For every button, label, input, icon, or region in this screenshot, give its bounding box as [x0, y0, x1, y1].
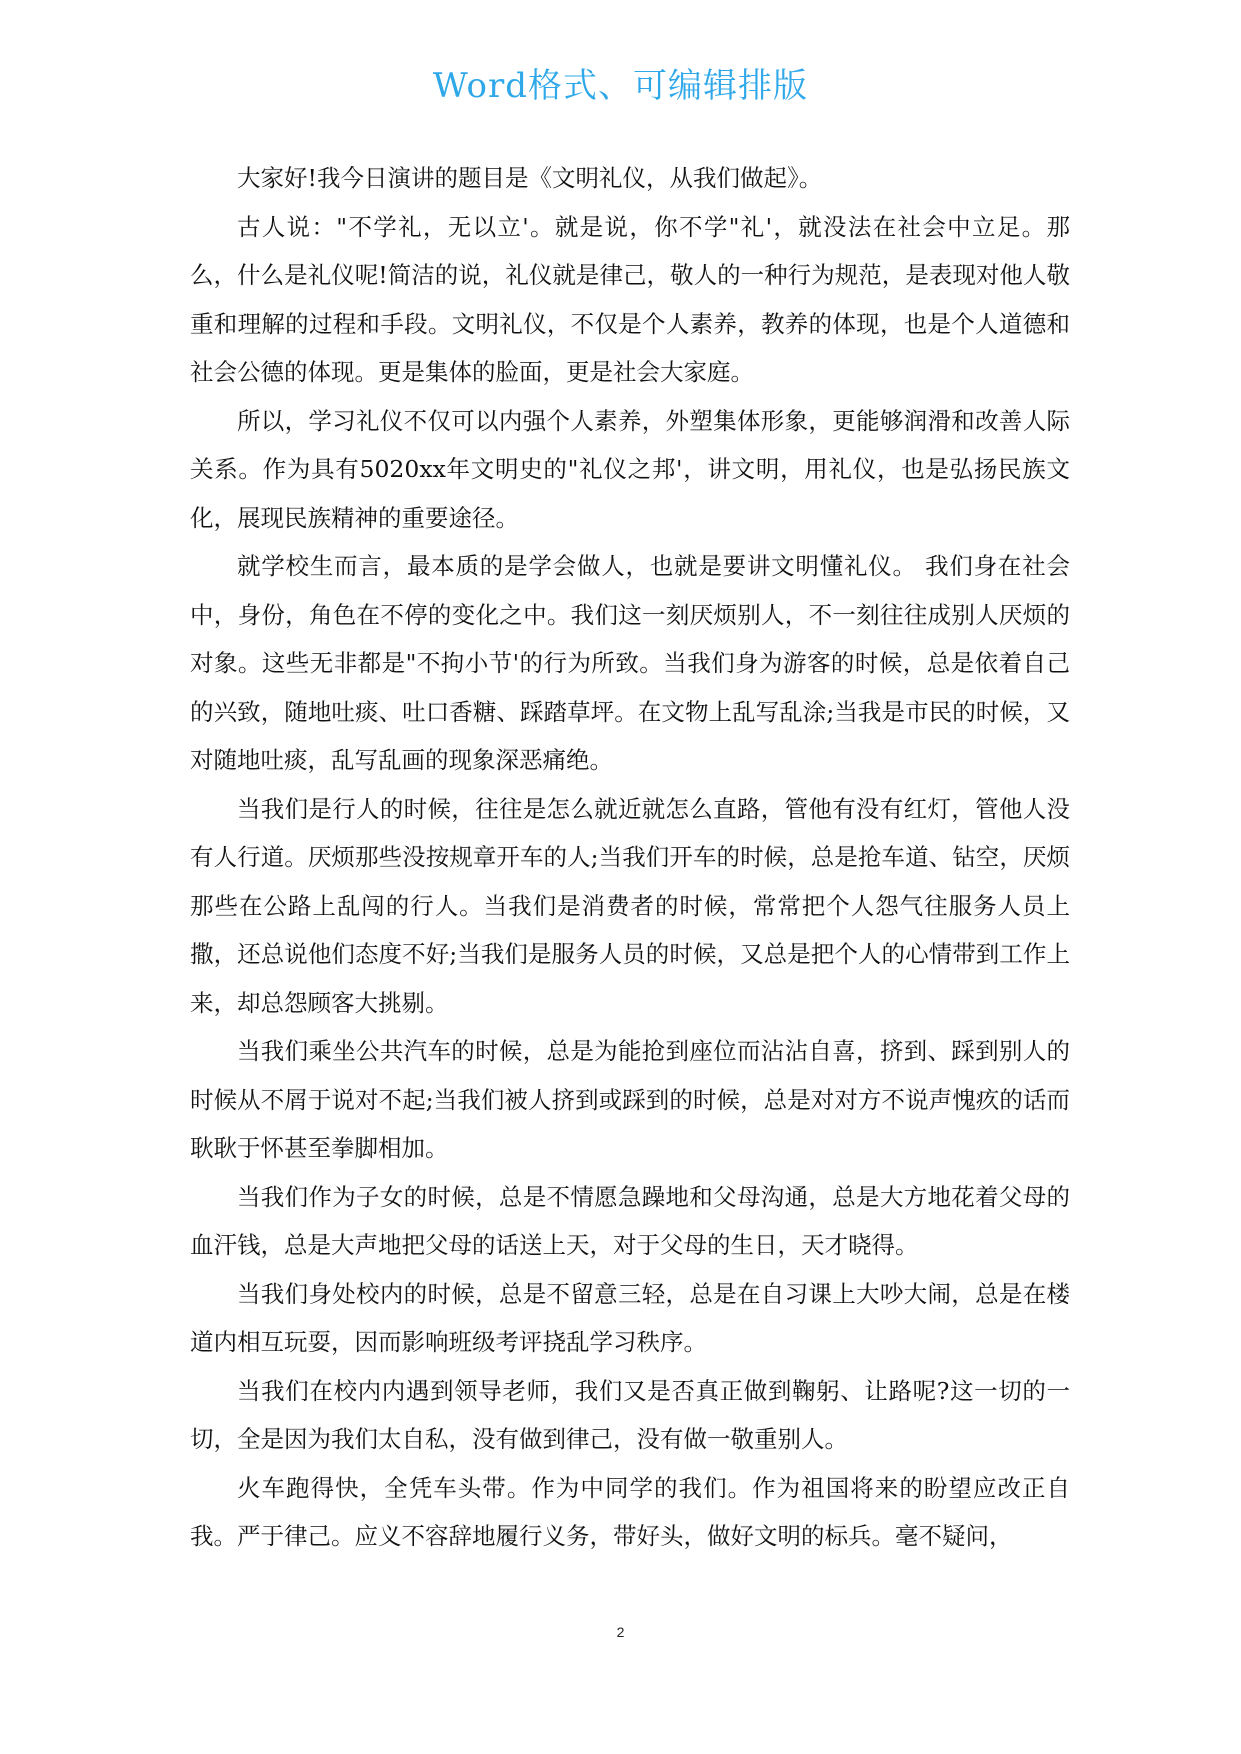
paragraph-10: 火车跑得快，全凭车头带。作为中同学的我们。作为祖国将来的盼望应改正自我。严于律己。应义不容辞地履行义务，带好头，做好文明的标兵。毫不疑问， — [190, 1473, 1070, 1550]
document-body — [190, 154, 1070, 1561]
document-header-title: Word格式、可编辑排版 — [432, 66, 809, 106]
paragraph-8: 当我们身处校内的时候，总是不留意三轻，总是在自习课上大吵大闹，总是在楼道内相互玩耍，因而影响班级考评挠乱学习秩序。 — [190, 1279, 1070, 1356]
paragraph-9: 当我们在校内内遇到领导老师，我们又是否真正做到鞠躬、让路呢?这一切的一切，全是因为我们太自私，没有做到律己，没有做一敬重别人。 — [190, 1376, 1070, 1453]
paragraph-4: 就学校生而言，最本质的是学会做人，也就是要讲文明懂礼仪。 我们身在社会中，身份，角色在不停的变化之中。我们这一刻厌烦别人，不一刻往往成别人厌烦的对象。这些无非都是"不拘小节'的行为所致。当我们身为游客的时候，总是依着自己的兴致，随地吐痰、吐口香糖、踩踏草坪。在文物上乱写乱涂;当我是市民的时候，又对随地吐痰，乱写乱画的现象深恶痛绝。 — [190, 552, 1070, 774]
paragraph-6: 当我们乘坐公共汽车的时候，总是为能抢到座位而沾沾自喜，挤到、踩到别人的时候从不屑于说对不起;当我们被人挤到或踩到的时候，总是对对方不说声愧疚的话而耿耿于怀甚至拳脚相加。 — [190, 1037, 1070, 1162]
page-number: 2 — [616, 1624, 625, 1640]
paragraph-3: 所以，学习礼仪不仅可以内强个人素养，外塑集体形象，更能够润滑和改善人际关系。作为具有5020xx年文明史的"礼仪之邦'，讲文明，用礼仪，也是弘扬民族文化，展现民族精神的重要途径。 — [190, 406, 1070, 532]
paragraph-5: 当我们是行人的时候，往往是怎么就近就怎么直路，管他有没有红灯，管他人没有人行道。厌烦那些没按规章开车的人;当我们开车的时候，总是抢车道、钻空，厌烦那些在公路上乱闯的行人。当我们是消费者的时候，常常把个人怨气往服务人员上撒，还总说他们态度不好;当我们是服务人员的时候，又总是把个人的心情带到工作上来，却总怨顾客大挑剔。 — [190, 794, 1070, 1017]
paragraph-2: 古人说："不学礼，无以立'。就是说，你不学"礼'，就没法在社会中立足。那么，什么是礼仪呢!简洁的说，礼仪就是律己，敬人的一种行为规范，是表现对他人敬重和理解的过程和手段。文明礼仪，不仅是个人素养，教养的体现，也是个人道德和社会公德的体现。更是集体的脸面，更是社会大家庭。 — [190, 212, 1070, 386]
paragraph-7: 当我们作为子女的时候，总是不情愿急躁地和父母沟通，总是大方地花着父母的血汗钱，总是大声地把父母的话送上天，对于父母的生日，天才晓得。 — [190, 1182, 1070, 1259]
paragraph-1: 大家好!我今日演讲的题目是《文明礼仪，从我们做起》。 — [237, 164, 823, 192]
